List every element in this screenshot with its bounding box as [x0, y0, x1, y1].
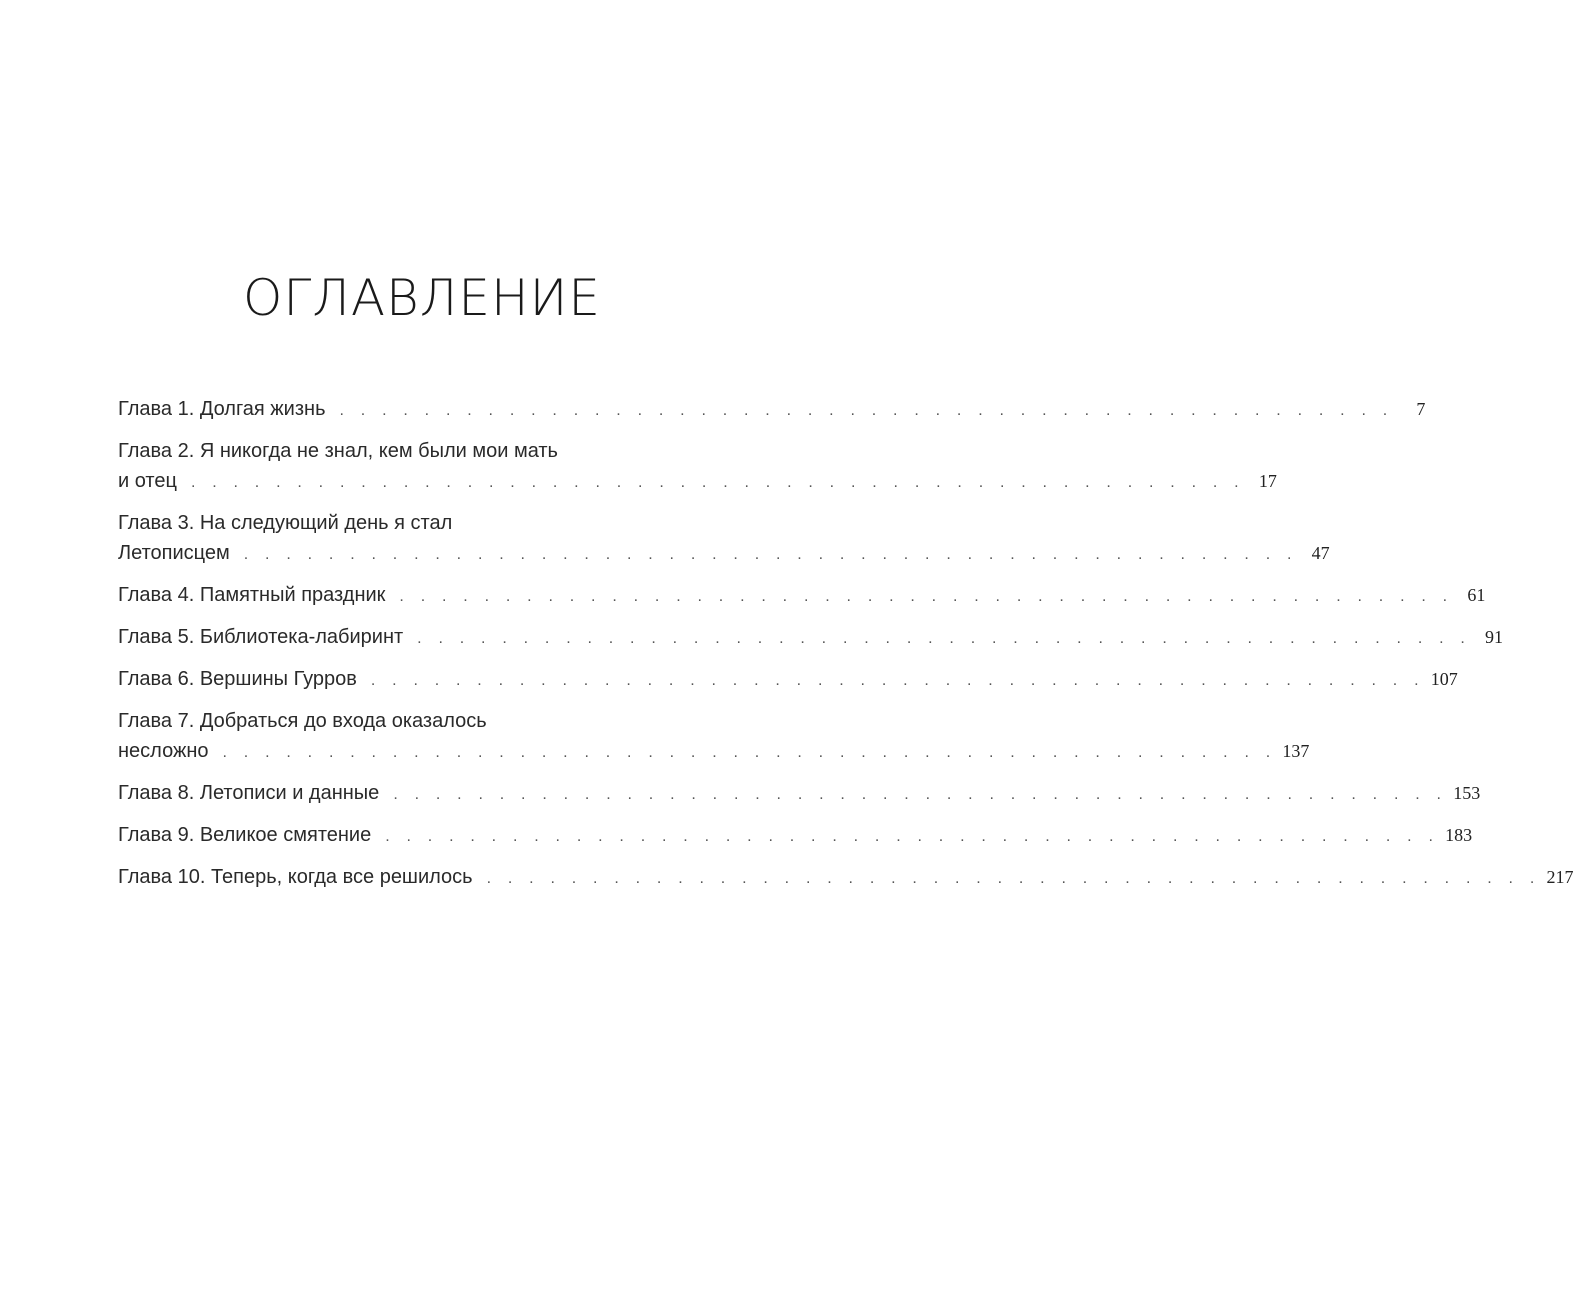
toc-page-number: 7 [1416, 399, 1426, 419]
toc-entry-title: Глава 9. Великое смятение [118, 824, 372, 846]
dot-leader: . . . . . . . . . . . . . . . . . . . . . . . . . . . . . . . . . . . . . . . . . . . . . . . . . . [222, 744, 1277, 761]
dot-leader: . . . . . . . . . . . . . . . . . . . . . . . . . . . . . . . . . . . . . . . . . . . . . . . . . . [393, 786, 1448, 803]
toc-entry-title: несложно [118, 740, 209, 762]
toc-page-number: 183 [1445, 825, 1473, 845]
toc-page-number: 153 [1453, 783, 1481, 803]
toc-page-number: 47 [1311, 543, 1330, 563]
dot-leader: . . . . . . . . . . . . . . . . . . . . . . . . . . . . . . . . . . . . . . . . . . . . . . . . . . [486, 870, 1541, 887]
toc-page-number: 91 [1485, 627, 1504, 647]
toc-page-number: 137 [1282, 741, 1310, 761]
dot-leader: . . . . . . . . . . . . . . . . . . . . . . . . . . . . . . . . . . . . . . . . . . . . . . . . . . [385, 828, 1440, 845]
dot-leader: . . . . . . . . . . . . . . . . . . . . . . . . . . . . . . . . . . . . . . . . . . . . . . . . . . [190, 474, 1245, 491]
table-of-contents [118, 394, 1573, 904]
toc-entry-title: Глава 6. Вершины Гурров [118, 668, 357, 690]
dot-leader: . . . . . . . . . . . . . . . . . . . . . . . . . . . . . . . . . . . . . . . . . . . . . . . . . . [370, 672, 1425, 689]
toc-entry-title: Глава 8. Летописи и данные [118, 782, 380, 804]
toc-entry[interactable] [118, 580, 1486, 610]
toc-entry[interactable] [118, 664, 1458, 694]
toc-entry[interactable] [118, 394, 1426, 424]
toc-page-number: 107 [1430, 669, 1458, 689]
dot-leader: . . . . . . . . . . . . . . . . . . . . . . . . . . . . . . . . . . . . . . . . . . . . . . . . . . [417, 630, 1472, 647]
toc-entry-title: Глава 2. Я никогда не знал, кем были мои мать [118, 440, 558, 462]
page-title: ОГЛАВЛЕНИЕ [243, 269, 601, 327]
toc-entry[interactable] [118, 862, 1573, 892]
dot-leader: . . . . . . . . . . . . . . . . . . . . . . . . . . . . . . . . . . . . . . . . . . . . . . . . . . [339, 402, 1394, 419]
toc-page-number: 61 [1467, 585, 1486, 605]
toc-entry-title: Глава 4. Памятный праздник [118, 584, 386, 606]
toc-entry-title: Глава 5. Библиотека-лабиринт [118, 626, 404, 648]
toc-page-number: 17 [1258, 471, 1277, 491]
toc-entry[interactable] [118, 820, 1473, 850]
toc-entry-title: Глава 3. На следующий день я стал [118, 512, 453, 534]
dot-leader: . . . . . . . . . . . . . . . . . . . . . . . . . . . . . . . . . . . . . . . . . . . . . . . . . . [243, 546, 1298, 563]
toc-entry-title: Глава 7. Добраться до входа оказалось [118, 710, 487, 732]
toc-entry[interactable] [118, 778, 1481, 808]
toc-entry[interactable] [118, 706, 1310, 766]
toc-entry-title: Глава 10. Теперь, когда все решилось [118, 866, 473, 888]
toc-entry[interactable] [118, 622, 1504, 652]
toc-page-number: 217 [1546, 867, 1573, 887]
toc-entry-title: Летописцем [118, 542, 230, 564]
toc-entry[interactable] [118, 436, 1277, 496]
toc-entry-title: Глава 1. Долгая жизнь [118, 398, 326, 420]
toc-entry[interactable] [118, 508, 1330, 568]
toc-entry-title: и отец [118, 470, 177, 492]
dot-leader: . . . . . . . . . . . . . . . . . . . . . . . . . . . . . . . . . . . . . . . . . . . . . . . . . . [399, 588, 1454, 605]
